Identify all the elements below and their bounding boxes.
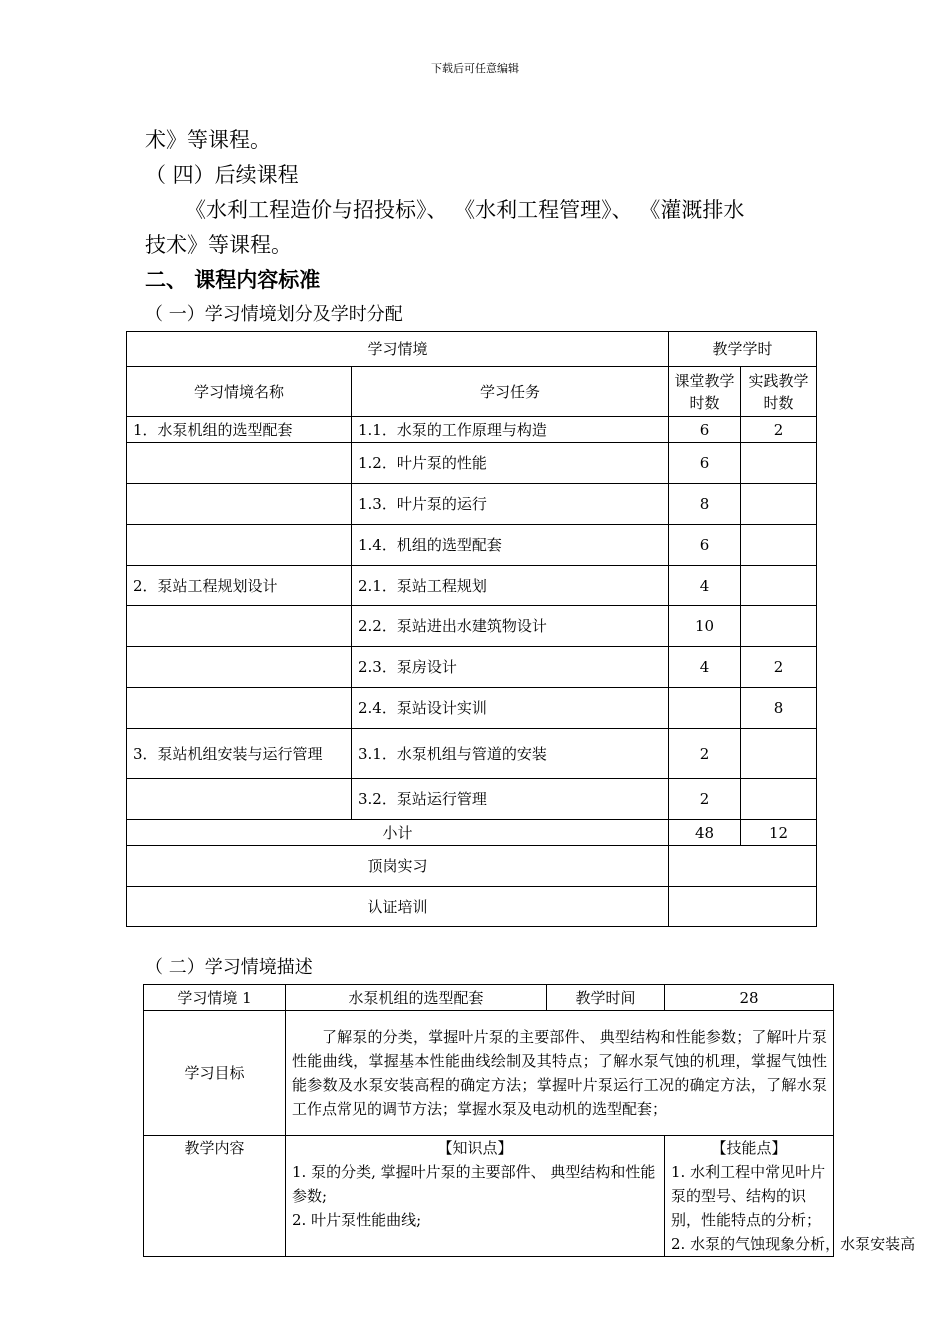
table-row bbox=[127, 566, 817, 606]
cell-task: 2.1．泵站工程规划 bbox=[352, 566, 669, 606]
table-row bbox=[127, 417, 817, 443]
label-time: 教学时间 bbox=[547, 985, 665, 1011]
header-hours: 教学学时 bbox=[669, 332, 817, 367]
cell-task: 2.4．泵站设计实训 bbox=[352, 688, 669, 729]
table-row bbox=[127, 484, 817, 525]
cell-practice bbox=[741, 606, 817, 647]
subtotal-row bbox=[127, 820, 817, 846]
paragraph-line: 技术》等课程。 bbox=[145, 233, 292, 257]
cell-class: 6 bbox=[669, 525, 741, 566]
cell-practice bbox=[741, 484, 817, 525]
cell-practice: 2 bbox=[741, 647, 817, 688]
cell-practice: 2 bbox=[741, 417, 817, 443]
table-row bbox=[127, 779, 817, 820]
knowledge-cell bbox=[286, 1136, 665, 1257]
header-situation: 学习情境 bbox=[127, 332, 669, 367]
knowledge-item: 1. 泵的分类, 掌握叶片泵的主要部件、 典型结构和性能参数; bbox=[292, 1163, 656, 1205]
label-situation: 学习情境 1 bbox=[144, 985, 286, 1011]
table-row bbox=[127, 443, 817, 484]
subtotal-label: 小计 bbox=[127, 820, 669, 846]
cell-task: 2.2．泵站进出水建筑物设计 bbox=[352, 606, 669, 647]
cell-task: 1.2．叶片泵的性能 bbox=[352, 443, 669, 484]
cell-practice bbox=[741, 566, 817, 606]
subsection-heading-followup: （ 四）后续课程 bbox=[145, 163, 299, 187]
goal-paragraph: 了解泵的分类，掌握叶片泵的主要部件、 典型结构和性能参数；了解叶片泵性能曲线，掌握基本性能曲线绘制及其特点；了解水泵气蚀的机理，掌握气蚀性能参数及水泵安装高程的确定方法；掌握叶片泵运行工况的确定方法，了解水泵工作点常见的调节方法；掌握水泵及电动机的选型配套； bbox=[292, 1028, 827, 1118]
cell-practice: 8 bbox=[741, 688, 817, 729]
header-name: 学习情境名称 bbox=[127, 367, 352, 417]
time-value: 28 bbox=[665, 985, 834, 1011]
hours-table bbox=[126, 331, 817, 927]
skill-item: 2. 水泵的气蚀现象分析，水泵安装高 bbox=[671, 1235, 916, 1253]
cell-class: 2 bbox=[669, 729, 741, 779]
cell-name bbox=[127, 484, 352, 525]
cell-class bbox=[669, 688, 741, 729]
cell-practice bbox=[741, 525, 817, 566]
certification-label: 认证培训 bbox=[127, 887, 669, 927]
header-class-hours: 课堂教学时数 bbox=[669, 367, 741, 417]
cell-class: 4 bbox=[669, 647, 741, 688]
cell-name bbox=[127, 688, 352, 729]
table-row bbox=[127, 525, 817, 566]
cell-task: 1.1．水泵的工作原理与构造 bbox=[352, 417, 669, 443]
cell-name: 1．水泵机组的选型配套 bbox=[127, 417, 352, 443]
cell-task: 3.1．水泵机组与管道的安装 bbox=[352, 729, 669, 779]
cell-name bbox=[127, 525, 352, 566]
internship-label: 顶岗实习 bbox=[127, 846, 669, 887]
knowledge-item: 2. 叶片泵性能曲线; bbox=[292, 1211, 422, 1229]
cell-name: 2．泵站工程规划设计 bbox=[127, 566, 352, 606]
skill-cell bbox=[665, 1136, 916, 1257]
table-row bbox=[127, 729, 817, 779]
header-note: 下载后可任意编辑 bbox=[431, 62, 519, 75]
cell-task: 1.3．叶片泵的运行 bbox=[352, 484, 669, 525]
internship-row bbox=[127, 846, 817, 887]
situation-name: 水泵机组的选型配套 bbox=[286, 985, 547, 1011]
situation-table bbox=[143, 984, 916, 1257]
cell-task: 2.3．泵房设计 bbox=[352, 647, 669, 688]
cell-class: 10 bbox=[669, 606, 741, 647]
goal-text bbox=[286, 1011, 834, 1136]
header-practice-hours: 实践教学时数 bbox=[741, 367, 817, 417]
cell-name bbox=[127, 779, 352, 820]
cell-practice bbox=[741, 443, 817, 484]
cell-name bbox=[127, 443, 352, 484]
subtotal-practice: 12 bbox=[741, 820, 817, 846]
table-row bbox=[127, 688, 817, 729]
knowledge-title: 【知识点】 bbox=[437, 1139, 513, 1157]
skill-item: 1. 水利工程中常见叶片泵的型号、结构的识别，性能特点的分析； bbox=[671, 1163, 826, 1229]
cell-class: 2 bbox=[669, 779, 741, 820]
certification-row bbox=[127, 887, 817, 927]
cell-task: 3.2．泵站运行管理 bbox=[352, 779, 669, 820]
cell-class: 4 bbox=[669, 566, 741, 606]
table-row bbox=[127, 606, 817, 647]
section-heading: 二、 课程内容标准 bbox=[145, 268, 321, 292]
cell-class: 8 bbox=[669, 484, 741, 525]
cell-class: 6 bbox=[669, 417, 741, 443]
label-goal: 学习目标 bbox=[144, 1011, 286, 1136]
subsection-heading: （ 一）学习情境划分及学时分配 bbox=[145, 304, 403, 325]
paragraph-line: 术》等课程。 bbox=[145, 128, 271, 152]
internship-value bbox=[669, 846, 817, 887]
cell-name bbox=[127, 606, 352, 647]
subtotal-class: 48 bbox=[669, 820, 741, 846]
certification-value bbox=[669, 887, 817, 927]
cell-task: 1.4．机组的选型配套 bbox=[352, 525, 669, 566]
skill-title: 【技能点】 bbox=[711, 1139, 787, 1157]
header-task: 学习任务 bbox=[352, 367, 669, 417]
subsection-heading: （ 二）学习情境描述 bbox=[145, 957, 313, 978]
cell-name: 3．泵站机组安装与运行管理 bbox=[127, 729, 352, 779]
cell-practice bbox=[741, 779, 817, 820]
table-row bbox=[127, 647, 817, 688]
cell-class: 6 bbox=[669, 443, 741, 484]
label-content: 教学内容 bbox=[144, 1136, 286, 1257]
cell-practice bbox=[741, 729, 817, 779]
cell-name bbox=[127, 647, 352, 688]
paragraph-line: 《水利工程造价与招投标》、 《水利工程管理》、 《灌溉排水 bbox=[185, 198, 745, 222]
